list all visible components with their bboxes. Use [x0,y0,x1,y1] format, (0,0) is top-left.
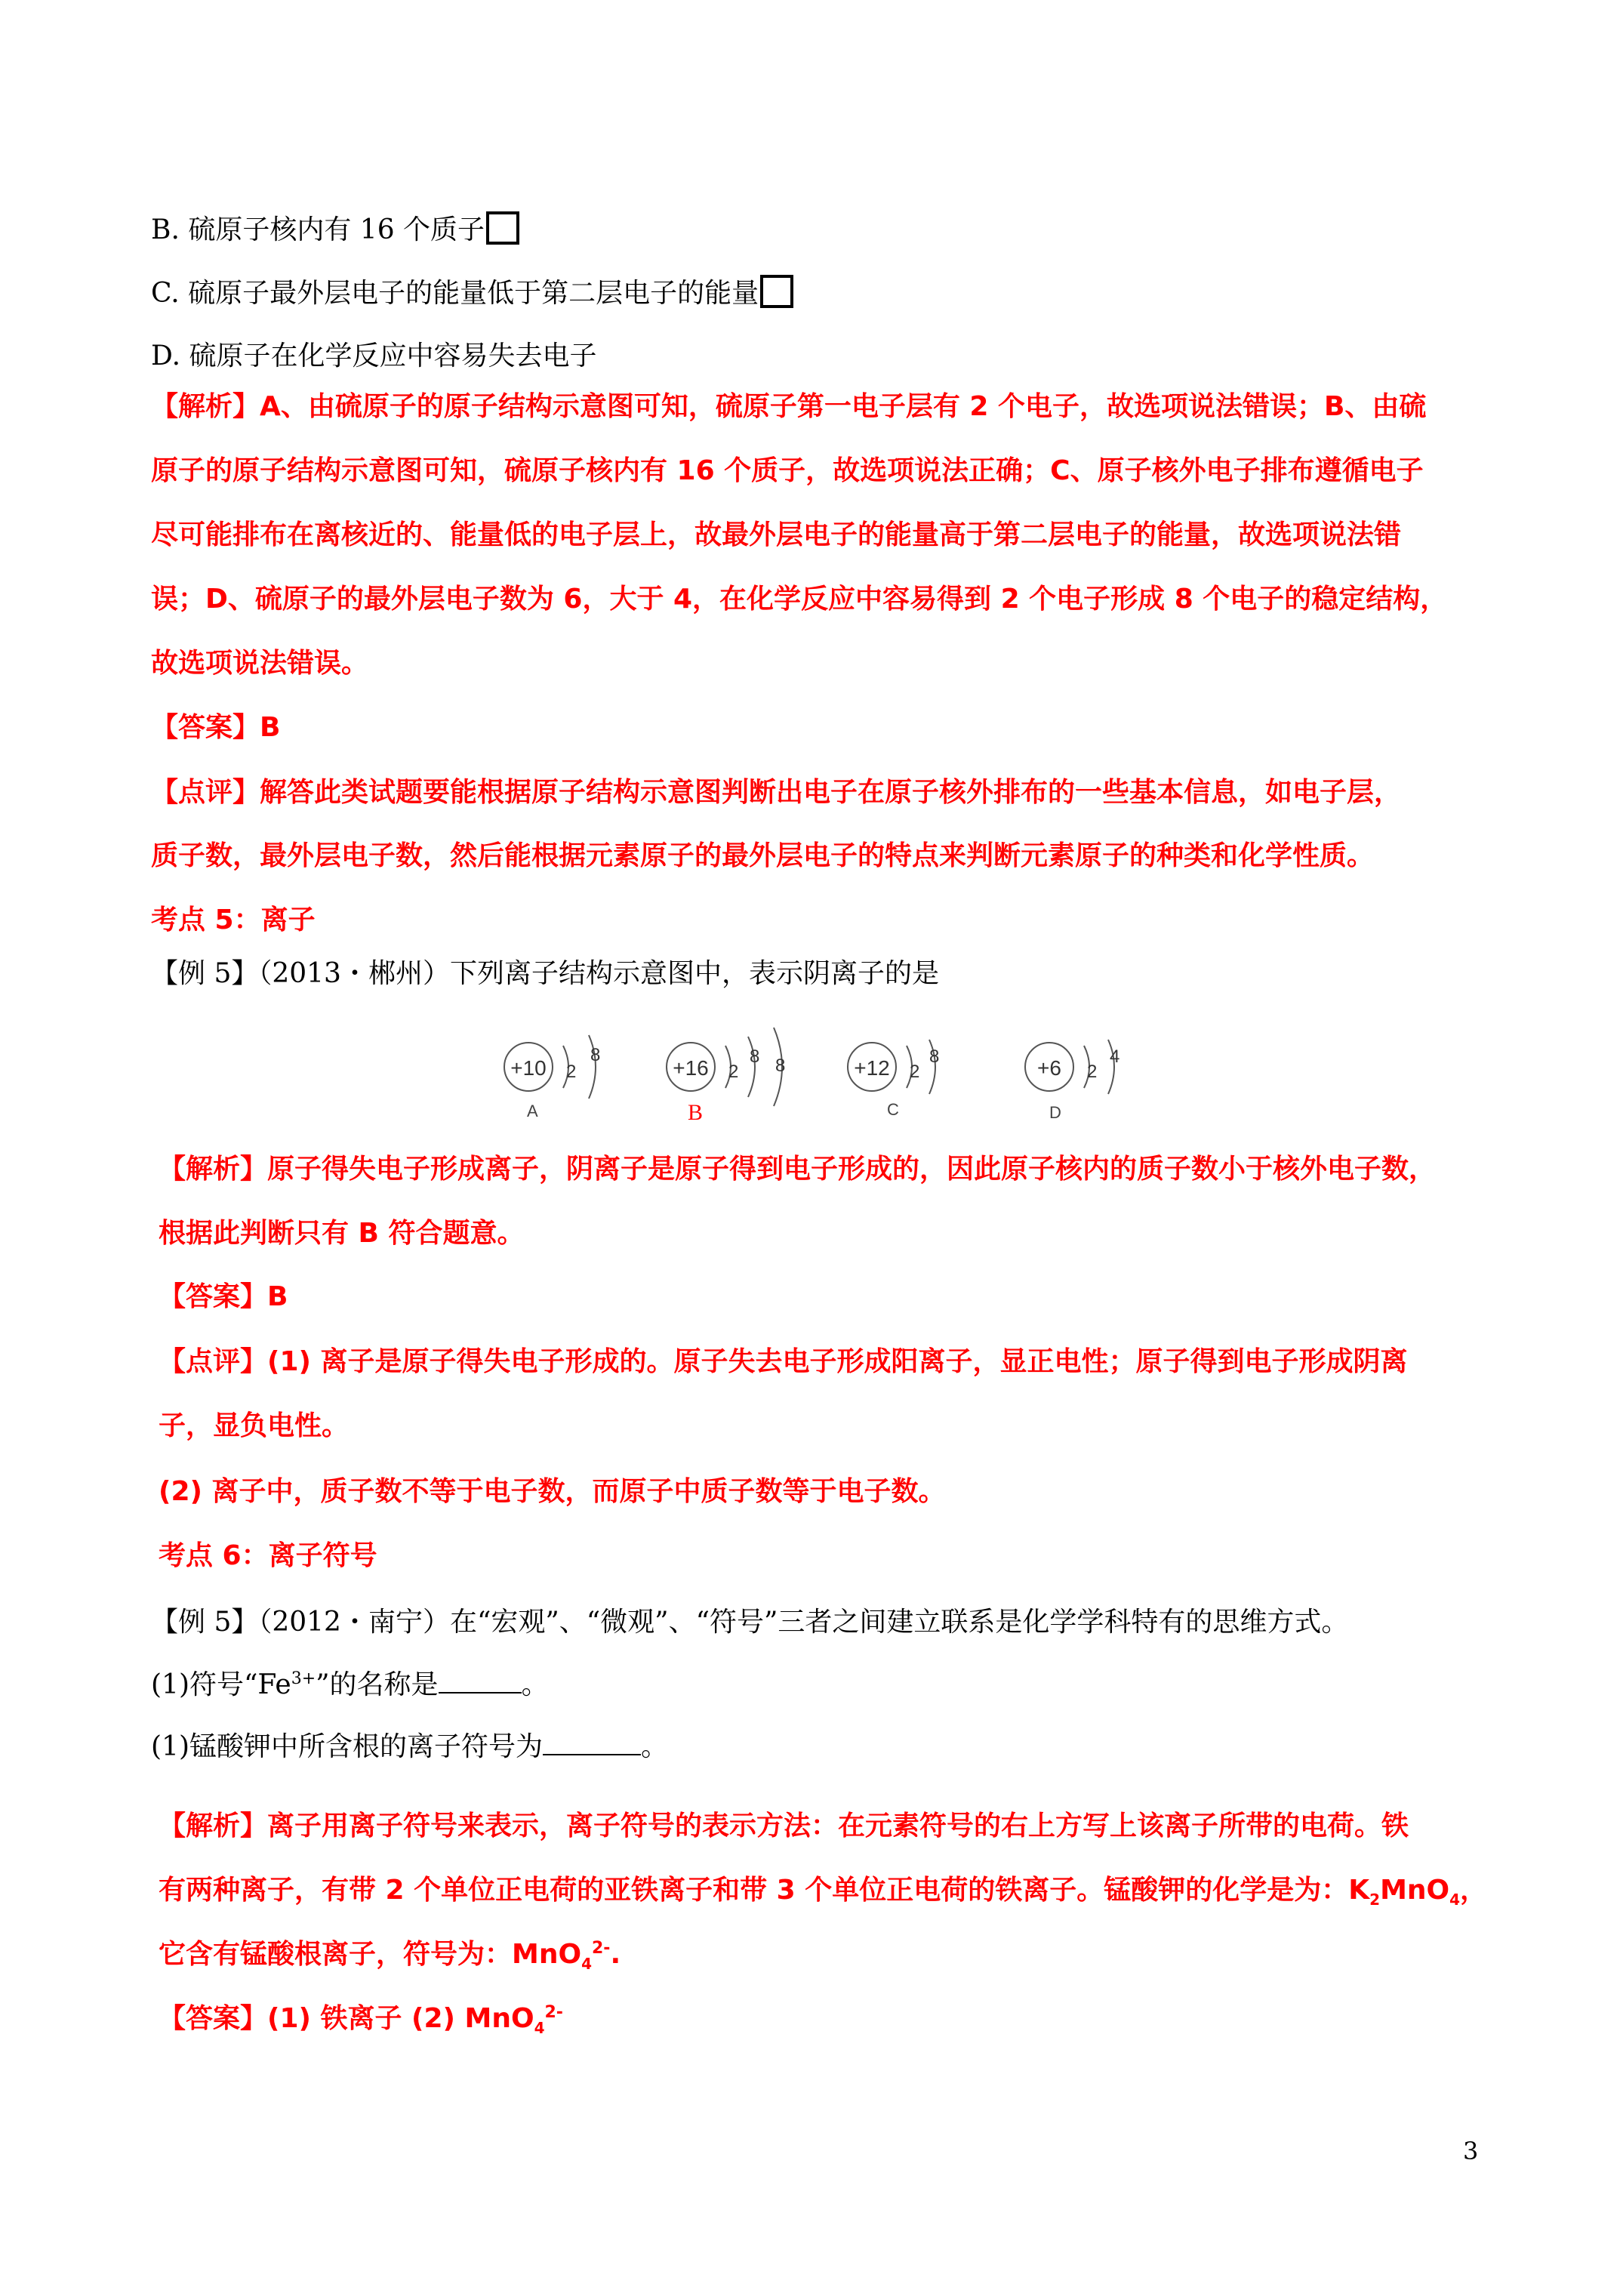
analysis-line: 根据此判断只有 B 符合题意。 [159,1218,525,1249]
option-c-text: C. 硫原子最外层电子的能量低于第二层电子的能量 [151,278,759,309]
ion-structure-diagrams [483,1023,1163,1121]
shell-number: 2 [728,1062,739,1082]
analysis-line: 它含有锰酸根离子，符号为：MnO$_4^{2-}$. [159,1939,621,1974]
shell-number: 8 [929,1046,940,1067]
analysis-line: 误；D、硫原子的最外层电子数为 6，大于 4，在化学反应中容易得到 2 个电子形成 8 个电子的稳定结构， [151,584,1448,615]
analysis-line: 【解析】原子得失电子形成离子，阴离子是原子得到电子形成的，因此原子核内的质子数小于核外电子数， [159,1154,1437,1185]
shell-number: 8 [750,1046,760,1067]
option-b [151,211,519,248]
answer: 【答案】B [151,712,281,743]
option-c [151,275,793,312]
option-d: D. 硫原子在化学反应中容易失去电子 [151,341,597,371]
option-b-text: B. 硫原子核内有 16 个质子 [151,214,485,245]
shell-number: 2 [910,1062,920,1082]
diagram-label: C [887,1100,899,1119]
sub-question-1: (1)符号“$Fe^{3+}$”的名称是 。 [151,1669,549,1700]
shell-number: 4 [1110,1046,1120,1067]
comment-line: (2) 离子中，质子数不等于电子数，而原子中质子数等于电子数。 [159,1476,946,1507]
topic-heading: 考点 6：离子符号 [159,1540,377,1571]
ion-diagram-a [504,1035,600,1120]
ion-diagram-d [1025,1040,1119,1121]
shell-number: 8 [590,1045,601,1065]
answer-blank [543,1731,641,1755]
diagram-label: A [527,1102,538,1120]
analysis-line: 尽可能排布在离核近的、能量低的电子层上，故最外层电子的能量高于第二层电子的能量，故选项说法错 [151,519,1402,550]
comment-line: 子，显负电性。 [159,1410,350,1441]
shell-number: 2 [1087,1062,1098,1082]
answer: 【答案】B [159,1281,288,1312]
analysis-line: 【解析】离子用离子符号来表示，离子符号的表示方法：在元素符号的右上方写上该离子所带的电荷。铁 [159,1811,1409,1841]
ion-diagram-c [848,1040,939,1119]
comment-line: 【点评】(1) 离子是原子得失电子形成的。原子失去电子形成阳离子，显正电性；原子得到电子形成阴离 [159,1346,1408,1377]
comment-line: 【点评】解答此类试题要能根据原子结构示意图判断出电子在原子核外排布的一些基本信息，如电子层， [151,777,1402,808]
analysis-line: 【解析】A、由硫原子的原子结构示意图可知，硫原子第一电子层有 2 个电子，故选项说法错误；B、由硫 [151,391,1427,422]
sub-question-2: (1)锰酸钾中所含根的离子符号为 。 [151,1731,669,1762]
answer-blank [439,1669,522,1693]
shell-number: 2 [566,1062,577,1082]
ion-diagram-b [667,1028,785,1121]
analysis-line: 原子的原子结构示意图可知，硫原子核内有 16 个质子，故选项说法正确；C、原子核外电子排布遵循电子 [151,455,1424,486]
analysis-line: 有两种离子，有带 2 个单位正电荷的亚铁离子和带 3 个单位正电荷的铁离子。锰酸钾的化学是为：$K_2MnO_4$， [159,1875,1488,1909]
diagram-label: B [688,1100,704,1121]
checkbox-icon [760,275,793,308]
page-number: 3 [1463,2137,1479,2165]
question: 【例 5】（2013・郴州）下列离子结构示意图中，表示阴离子的是 [151,958,939,989]
answer: 【答案】(1) 铁离子 (2) MnO$_4^{2-}$ [159,2003,563,2038]
nucleus-label: +12 [854,1056,890,1080]
checkbox-icon [486,211,519,245]
topic-heading: 考点 5：离子 [151,905,316,935]
nucleus-label: +16 [673,1056,709,1080]
nucleus-label: +10 [510,1056,547,1080]
nucleus-label: +6 [1037,1056,1061,1080]
analysis-line: 故选项说法错误。 [151,648,369,679]
diagram-label: D [1049,1103,1061,1121]
shell-number: 8 [775,1056,786,1076]
comment-line: 质子数，最外层电子数，然后能根据元素原子的最外层电子的特点来判断元素原子的种类和化学性质。 [151,840,1375,871]
question: 【例 5】（2012・南宁）在“宏观”、“微观”、“符号”三者之间建立联系是化学学科特有的思维方式。 [151,1607,1349,1638]
